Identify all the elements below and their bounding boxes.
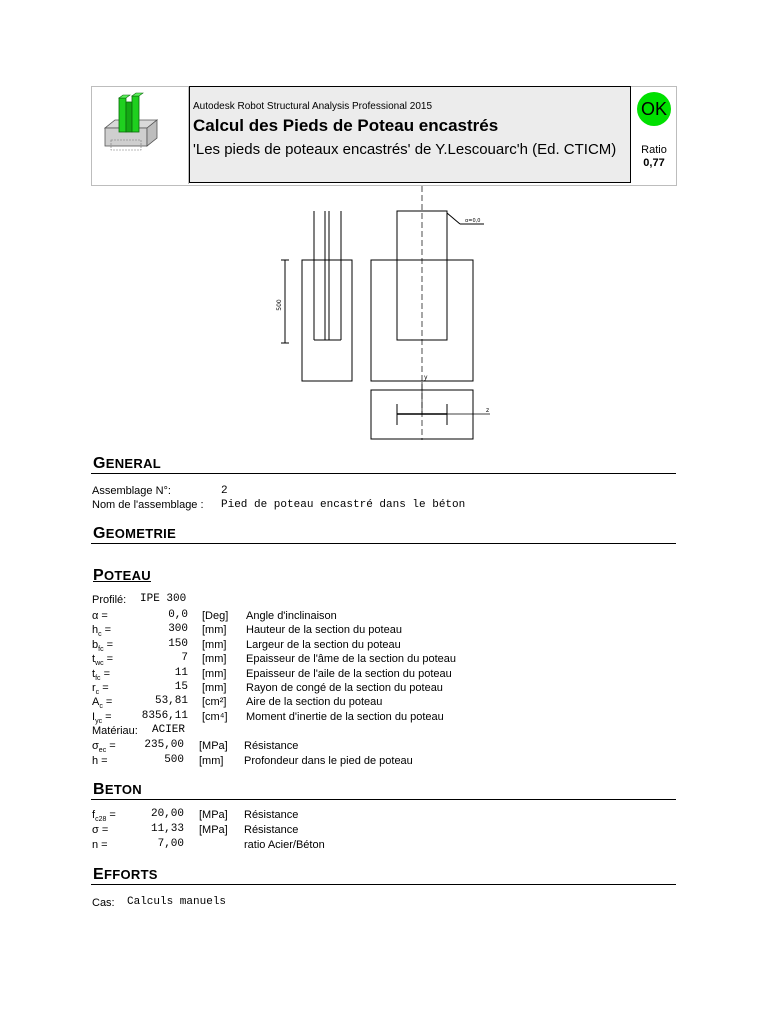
parameter-unit: [mm] [202, 638, 227, 651]
assembly-name-value: Pied de poteau encastré dans le béton [221, 499, 466, 511]
parameter-symbol: σ = [92, 823, 109, 836]
parameter-symbol: n = [92, 838, 108, 851]
parameter-symbol: $r_c$ = [92, 682, 109, 697]
profile-label: Profilé: [92, 594, 127, 606]
assembly-number-label: Assemblage N°: [92, 485, 171, 497]
parameter-symbol: $t_{wc}$ = [92, 653, 114, 668]
load-case-label: Cas: [92, 897, 115, 909]
parameter-value: 0,0 [168, 609, 188, 621]
parameter-unit: [Deg] [202, 610, 229, 622]
parameter-value: 20,00 [150, 808, 184, 820]
section-efforts-title: EFFORTS [93, 866, 158, 883]
status-badge: OK [637, 92, 671, 126]
assembly-name-label: Nom de l'assemblage : [92, 499, 204, 511]
axis-y-label: y [424, 374, 428, 381]
assembly-number-value: 2 [221, 485, 228, 497]
parameter-value: 15 [174, 681, 188, 693]
parameter-unit: [MPa] [199, 809, 228, 821]
section-poteau-title: POTEAU [93, 567, 151, 584]
parameter-value: 150 [168, 637, 188, 650]
parameter-value: 300 [168, 623, 188, 636]
app-name: Autodesk Robot Structural Analysis Professional 2015 [193, 101, 433, 112]
parameter-unit: [cm⁴] [202, 710, 228, 723]
parameter-description: Aire de la section du poteau [246, 696, 383, 709]
document-subtitle: 'Les pieds de poteaux encastrés' de Y.Lescouarc'h (Ed. CTICM) [193, 141, 617, 158]
section-divider [91, 884, 676, 885]
parameter-symbol: $\sigma_{ec}$ = [92, 740, 116, 755]
parameter-unit: [mm] [202, 624, 227, 637]
parameter-unit: [mm] [202, 653, 227, 666]
parameter-description: Epaisseur de l'aile de la section du poteau [246, 667, 452, 680]
parameter-value: 7 [181, 652, 188, 665]
profile-value: IPE 300 [140, 593, 187, 605]
load-case-value: Calculs manuels [127, 896, 227, 908]
material-label: Matériau: [92, 725, 138, 737]
section-divider [91, 799, 676, 800]
section-divider [91, 473, 676, 474]
parameter-value: 235,00 [144, 739, 184, 751]
parameter-symbol: $A_c$ = [92, 696, 113, 711]
parameter-symbol: $f_{c28}$ = [92, 809, 116, 824]
parameter-symbol: $b_{fc}$ = [92, 638, 114, 653]
parameter-description: ratio Acier/Béton [244, 838, 325, 851]
parameter-description: Epaisseur de l'âme de la section du poteau [246, 653, 457, 666]
parameter-unit: [MPa] [199, 740, 228, 752]
parameter-value: 7,00 [157, 837, 184, 850]
parameter-description: Moment d'inertie de la section du poteau [246, 710, 444, 723]
parameter-unit: [mm] [202, 667, 227, 680]
parameter-unit: [mm] [199, 754, 224, 767]
parameter-description: Angle d'inclinaison [246, 610, 337, 622]
parameter-unit: [MPa] [199, 823, 228, 836]
parameter-symbol: $t_{fc}$ = [92, 667, 110, 682]
ratio-value: 0,77 [643, 157, 665, 169]
parameter-description: Résistance [244, 823, 299, 836]
parameter-description: Profondeur dans le pied de poteau [244, 754, 413, 767]
section-divider [91, 543, 676, 544]
parameter-symbol: $I_{yc}$ = [92, 710, 112, 725]
parameter-description: Hauteur de la section du poteau [246, 624, 402, 637]
parameter-unit: [mm] [202, 682, 227, 694]
parameter-description: Rayon de congé de la section du poteau [246, 682, 443, 694]
parameter-value: 53,81 [154, 695, 188, 708]
parameter-description: Résistance [244, 809, 299, 821]
block-side-view [302, 260, 352, 381]
parameter-symbol: $h_c$ = [92, 624, 112, 639]
ratio-label: Ratio [641, 144, 667, 156]
parameter-description: Résistance [244, 740, 299, 752]
depth-dimension-label: 500 [276, 299, 283, 311]
parameter-value: 11 [174, 666, 188, 679]
material-value: ACIER [152, 724, 186, 736]
document-title: Calcul des Pieds de Poteau encastrés [193, 116, 499, 135]
parameter-unit: [cm²] [202, 696, 227, 709]
angle-label: α=0,0 [465, 218, 481, 224]
parameter-description: Largeur de la section du poteau [246, 638, 401, 651]
section-general-title: GENERAL [93, 455, 161, 472]
column-base-drawing [0, 0, 768, 450]
section-beton-title: BETON [93, 781, 142, 798]
parameter-value: 8356,11 [141, 709, 188, 722]
parameter-value: 11,33 [150, 822, 184, 835]
parameter-value: 500 [164, 753, 184, 766]
axis-z-label: z [486, 407, 490, 414]
section-geometrie-title: GEOMETRIE [93, 525, 177, 542]
parameter-symbol: h = [92, 754, 108, 767]
parameter-symbol: α = [92, 610, 108, 622]
